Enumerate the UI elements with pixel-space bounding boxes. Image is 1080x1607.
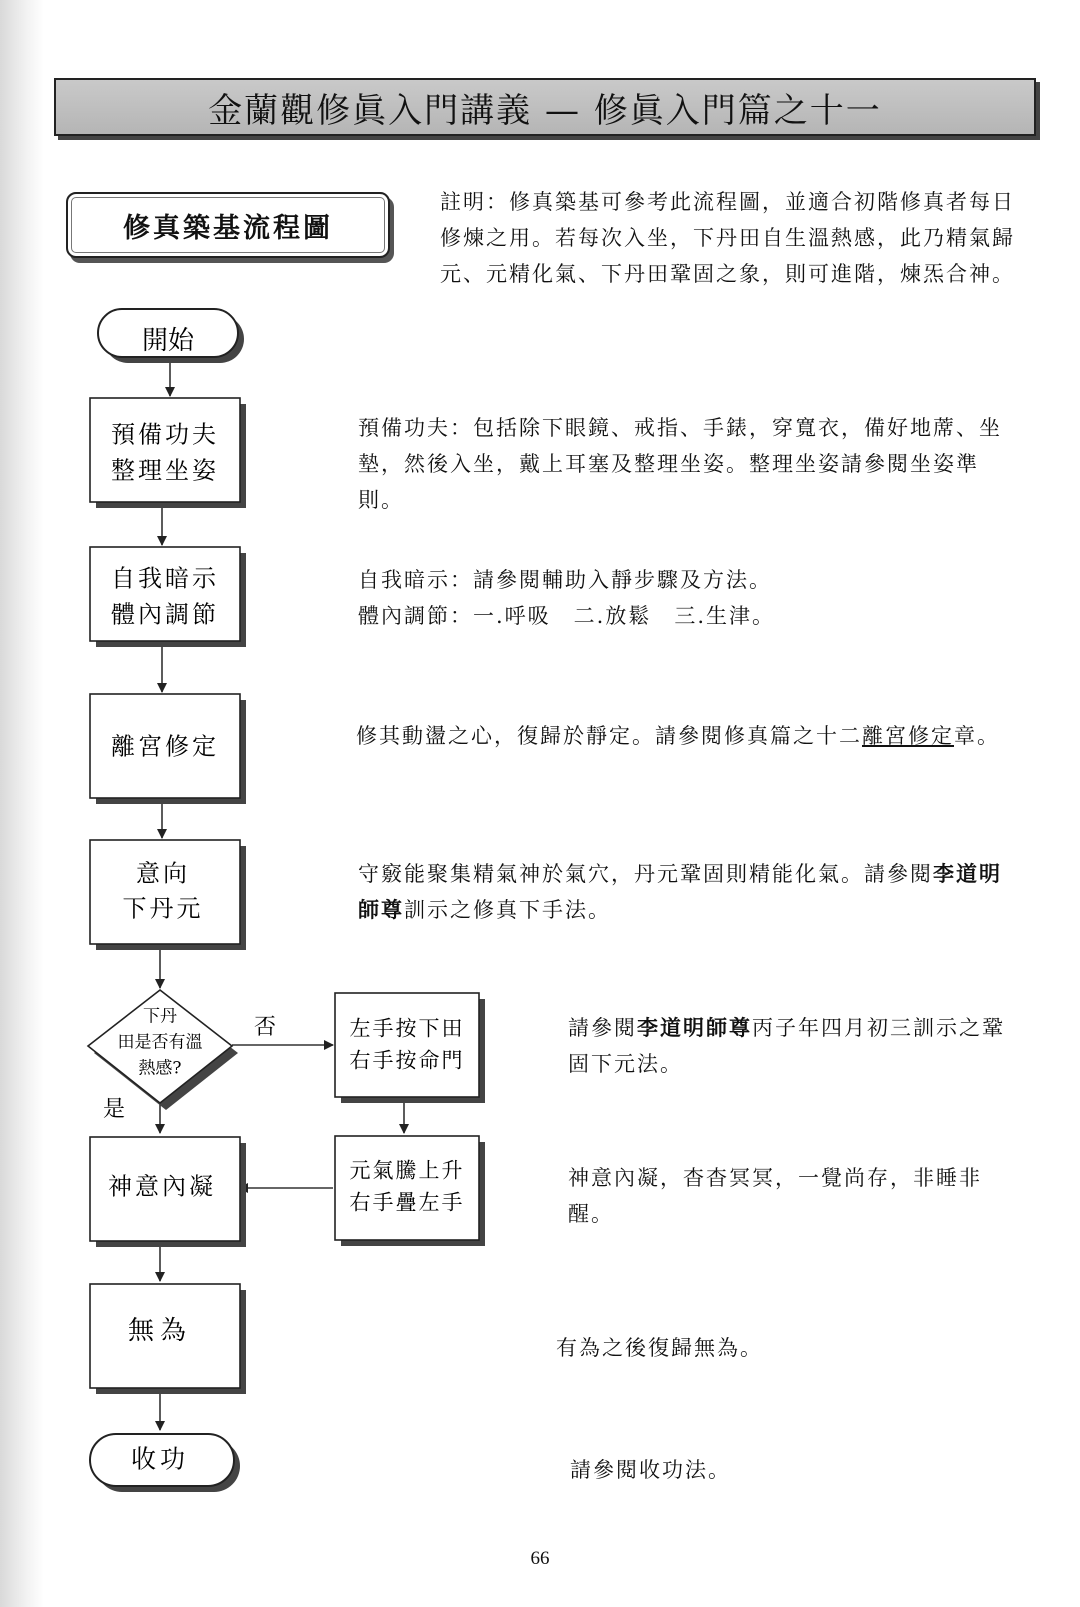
decision-line3: 熱感? xyxy=(138,1058,182,1079)
step-yi xyxy=(90,840,246,950)
note-side-a: 請參閱 xyxy=(568,1016,637,1040)
step-prep-line1: 預備功夫 xyxy=(111,420,219,449)
end-label: 收功 xyxy=(130,1444,190,1474)
note-prep: 預備功夫：包括除下眼鏡、戒指、手錶，穿寬衣，備好地蓆、坐墊，然後入坐，戴上耳塞及整理坐姿。整理坐姿請參閱坐姿準則。 xyxy=(358,416,1002,512)
step-self-line2: 體內調節 xyxy=(111,600,219,629)
start-terminator xyxy=(98,309,244,363)
note-self xyxy=(358,562,1020,634)
step-shen-label: 神意內凝 xyxy=(108,1172,216,1201)
step-self-line1: 自我暗示 xyxy=(111,564,219,593)
step-self xyxy=(90,547,246,647)
decision-diamond xyxy=(88,990,238,1110)
end-terminator xyxy=(90,1434,240,1492)
decision-line1: 下丹 xyxy=(143,1006,177,1027)
step-shen xyxy=(90,1137,246,1247)
step-side-qi-line2: 右手疊左手 xyxy=(349,1190,465,1215)
note-li-main: 修其動盪之心，復歸於靜定。請參閱修真篇之十二 xyxy=(356,724,862,748)
note-li xyxy=(356,718,1028,754)
diagram-title: 修真築基流程圖 xyxy=(123,212,333,244)
header-title: 金蘭觀修眞入門講義 — 修眞入門篇之十一 xyxy=(208,90,882,131)
intro-note: 註明：修真築基可參考此流程圖，並適合初階修真者每日修煉之用。若每次入坐，下丹田自生溫熱感，此乃精氣歸元、元精化氣、下丹田鞏固之象，則可進階，煉炁合神。 xyxy=(440,190,1015,286)
step-side-qi xyxy=(335,1136,485,1246)
note-side xyxy=(568,1010,1008,1082)
step-side-qi-line1: 元氣騰上升 xyxy=(349,1158,465,1183)
note-yi-a: 守竅能聚集精氣神於氣穴，丹元鞏固則精能化氣。請參閱 xyxy=(358,862,933,886)
note-self-line2: 體內調節：一.呼吸 二.放鬆 三.生津。 xyxy=(358,604,776,628)
step-prep xyxy=(90,398,246,508)
decision-line2: 田是否有溫 xyxy=(117,1032,203,1053)
note-li-link: 離宮修定 xyxy=(862,724,954,748)
step-li xyxy=(90,694,246,804)
step-li-label: 離宮修定 xyxy=(111,732,219,761)
note-yi-b: 訓示之修真下手法。 xyxy=(404,898,611,922)
note-side-b: 丙子年四月初三訓示之鞏固下元法。 xyxy=(568,1016,1005,1076)
step-side-press-line1: 左手按下田 xyxy=(349,1016,465,1041)
no-label: 否 xyxy=(253,1015,277,1040)
note-yi xyxy=(358,856,1020,928)
note-side-bold: 李道明師尊 xyxy=(637,1015,752,1040)
note-wuwei: 有為之後復歸無為。 xyxy=(556,1336,763,1360)
step-side-press xyxy=(335,993,485,1103)
step-side-press-line2: 右手按命門 xyxy=(349,1048,465,1073)
step-wuwei-label: 無為 xyxy=(127,1316,193,1346)
page-number: 66 xyxy=(530,1548,550,1569)
note-li-end: 章。 xyxy=(954,724,1000,748)
note-shen: 神意內凝，杳杳冥冥，一覺尚存，非睡非醒。 xyxy=(568,1166,982,1226)
note-yi-bold: 李道明師尊 xyxy=(358,861,1002,922)
note-self-line1: 自我暗示：請參閱輔助入靜步驟及方法。 xyxy=(358,568,772,592)
step-yi-line2: 下丹元 xyxy=(122,894,204,923)
start-label: 開始 xyxy=(141,326,195,356)
note-shougong: 請參閱收功法。 xyxy=(570,1458,731,1482)
step-prep-line2: 整理坐姿 xyxy=(111,456,219,485)
step-yi-line1: 意向 xyxy=(136,859,190,888)
yes-label: 是 xyxy=(102,1097,126,1122)
step-wuwei xyxy=(90,1284,246,1394)
